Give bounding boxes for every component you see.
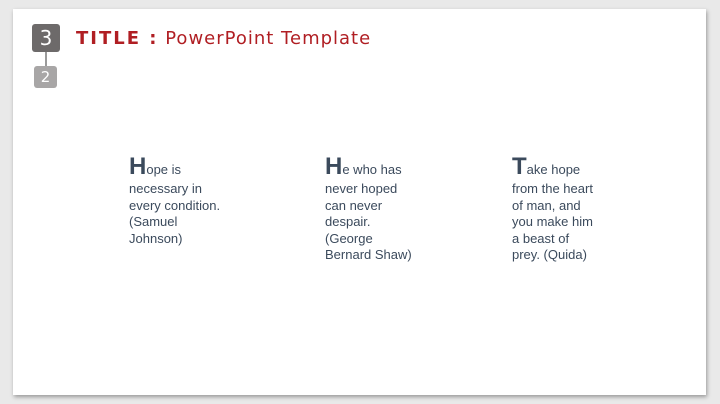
quote-line: despair. (325, 214, 371, 229)
quote-line: prey. (Quida) (512, 247, 587, 262)
quote-first-text: e who has (342, 162, 402, 177)
quote-line: (Samuel (129, 214, 178, 229)
slide (13, 9, 706, 395)
quote-first-line (325, 155, 475, 181)
quote-line: a beast of (512, 230, 570, 246)
slide-title (76, 27, 371, 51)
quote-line: necessary in (129, 181, 202, 196)
sub-number-badge: 2 (34, 66, 57, 88)
quote-line: never hoped (325, 181, 398, 196)
quote-line: can never (325, 197, 383, 213)
drop-initial: T (512, 153, 527, 180)
quote-line: of man, and (512, 197, 581, 213)
quote-line: every condition. (129, 197, 221, 213)
quote-line: Bernard Shaw) (325, 247, 412, 262)
quote-3 (512, 155, 662, 264)
quote-first-line (512, 155, 662, 181)
quote-first-line (129, 155, 279, 181)
drop-initial: H (129, 153, 147, 180)
quote-line: (George (325, 230, 373, 246)
badge-connector (45, 52, 47, 66)
drop-initial: H (325, 153, 343, 180)
quote-line: from the heart (512, 181, 593, 196)
quote-first-text: ope is (146, 162, 182, 177)
quote-2 (325, 155, 475, 264)
quote-1 (129, 155, 279, 247)
quote-first-text: ake hope (526, 162, 581, 177)
title-text: PowerPoint Template (165, 28, 372, 49)
quote-line: Johnson) (129, 230, 183, 246)
slide-number-badge: 3 (32, 24, 60, 52)
quote-line: you make him (512, 214, 593, 229)
title-label: TITLE : (76, 28, 159, 49)
